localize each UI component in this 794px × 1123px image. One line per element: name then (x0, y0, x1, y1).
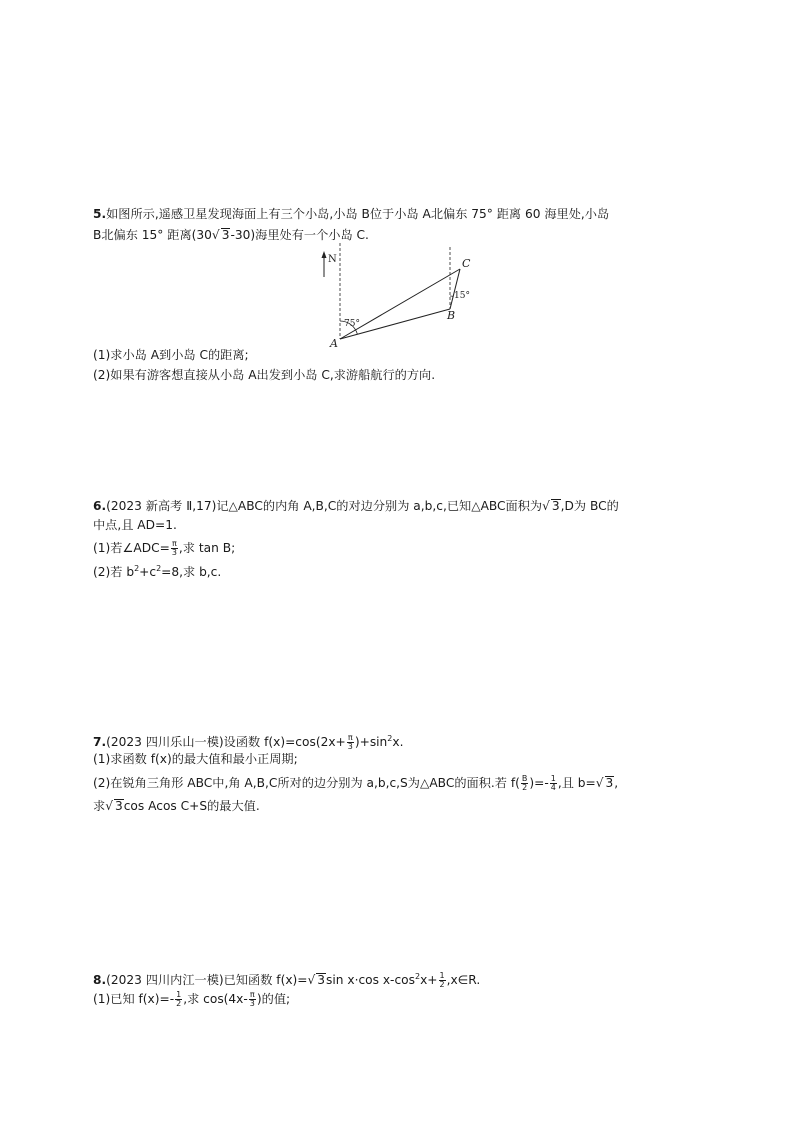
q8-sup: 2 (414, 972, 421, 981)
frac-numerator: 1 (439, 971, 445, 980)
point-a-label: A (330, 337, 338, 350)
q7-fraction-b2 (521, 775, 529, 792)
q7-text-1a: (2023 四川乐山一模)设函数 f(x)=cos(2x+ (106, 735, 346, 749)
q6-radicand: 3 (551, 499, 560, 513)
segment-bc (450, 269, 460, 309)
q7-radicand-2: 3 (114, 799, 123, 813)
frac-denominator: 3 (249, 999, 255, 1008)
q6-sub2-e: =8,求 b,c. (161, 565, 222, 579)
q7-radicand: 3 (605, 776, 614, 790)
sqrt-symbol: √ (211, 228, 220, 242)
frac-denominator: 3 (347, 742, 353, 751)
q8-sub1-c: )的值; (256, 992, 291, 1006)
frac-numerator: 1 (176, 990, 182, 999)
q6-sub1 (93, 540, 235, 557)
q7-sub2-e: , (614, 776, 619, 790)
q8-sub1-a: (1)已知 f(x)=- (93, 992, 175, 1006)
q8-fraction (439, 972, 446, 989)
q5-line1 (93, 206, 609, 222)
q5-number: 5. (93, 207, 107, 221)
q8-line1 (93, 969, 480, 989)
q7-sub2-a: (2)在锐角三角形 ABC中,角 A,B,C所对的边分别为 a,b,c,S为△ABC的面积.若 f( (93, 776, 520, 790)
q8-sub1-b: ,求 cos(4x- (183, 992, 248, 1006)
q5-text-1: 如图所示,遥感卫星发现海面上有三个小岛,小岛 B位于小岛 A北偏东 75° 距离 60 海里处,小岛 (106, 207, 610, 221)
q7-sub2 (93, 775, 618, 792)
q6-fraction (171, 540, 178, 557)
q7-fraction (347, 734, 354, 751)
q6-sub2-c: +c (139, 565, 157, 579)
q6-sub2 (93, 561, 221, 580)
q7-sub3-a: 求 (93, 799, 106, 813)
sqrt-symbol: √ (105, 799, 113, 813)
q5-figure (300, 243, 500, 351)
q7-fraction-14 (550, 775, 557, 792)
north-arrow-icon (322, 251, 327, 258)
q6-sup-2: 2 (156, 564, 162, 573)
q6-text-1c: ,D为 BC的 (560, 499, 619, 513)
q6-text-1a: (2023 新高考 Ⅱ,17)记△ABC的内角 A,B,C的对边分别为 a,b,c,已知△ABC面积为 (106, 499, 543, 513)
angle-15-label: 15° (454, 291, 470, 301)
q7-sup: 2 (387, 734, 393, 743)
frac-denominator: 3 (171, 548, 177, 557)
angle-75-label: 75° (344, 319, 360, 329)
q6-line1 (93, 498, 619, 514)
q6-sub1-b: ,求 tan B; (178, 541, 236, 555)
q5-sub2: (2)如果有游客想直接从小岛 A出发到小岛 C,求游船航行的方向. (93, 368, 436, 382)
q7-sub2-c: ,且 b= (557, 776, 596, 790)
q6-number: 6. (93, 499, 107, 513)
q7-text-1c: x. (392, 735, 404, 749)
q7-text-1b: )+sin (354, 735, 388, 749)
q5-radicand: 3 (221, 228, 230, 242)
q7-number: 7. (93, 735, 107, 749)
q8-fraction-12 (175, 991, 182, 1008)
q6-line2: 中点,且 AD=1. (93, 518, 177, 532)
frac-numerator: B (521, 774, 528, 783)
q8-text-1a: (2023 四川内江一模)已知函数 f(x)= (106, 973, 308, 987)
q5-text-2c: -30)海里处有一个小岛 C. (230, 228, 369, 242)
frac-numerator: π (347, 733, 353, 742)
q7-line1 (93, 731, 403, 751)
q5-text-2a: B北偏东 15° 距离(30 (93, 228, 212, 242)
q8-text-1b: sin x·cos x-cos (326, 973, 415, 987)
frac-numerator: π (249, 990, 255, 999)
sqrt-symbol: √ (595, 776, 604, 790)
q8-number: 8. (93, 973, 107, 987)
q7-sub1: (1)求函数 f(x)的最大值和最小正周期; (93, 752, 298, 766)
sqrt-symbol: √ (307, 973, 316, 987)
q5-sub1: (1)求小岛 A到小岛 C的距离; (93, 348, 249, 362)
q7-sub2-cont (93, 798, 260, 814)
q7-sub3-b: cos Acos C+S的最大值. (123, 799, 260, 813)
q8-text-1e: ,x∈R. (446, 973, 481, 987)
frac-numerator: π (171, 539, 177, 548)
point-b-label: B (447, 309, 456, 322)
q7-sub2-b: )=- (529, 776, 549, 790)
q8-radicand: 3 (317, 973, 326, 987)
frac-denominator: 2 (176, 999, 182, 1008)
q6-sub1-a: (1)若∠ADC= (93, 541, 170, 555)
q6-sup-1: 2 (134, 564, 140, 573)
q6-sub2-a: (2)若 b (93, 565, 135, 579)
frac-numerator: 1 (550, 774, 556, 783)
q8-sub1 (93, 991, 290, 1008)
frac-denominator: 4 (550, 783, 556, 792)
north-label: N (328, 254, 337, 265)
q8-text-1c: x+ (420, 973, 438, 987)
q5-line2 (93, 227, 369, 243)
sqrt-symbol: √ (542, 499, 550, 513)
frac-denominator: 2 (439, 980, 445, 989)
point-c-label: C (462, 257, 471, 270)
frac-denominator: 2 (522, 783, 528, 792)
q8-fraction-pi3 (249, 991, 256, 1008)
